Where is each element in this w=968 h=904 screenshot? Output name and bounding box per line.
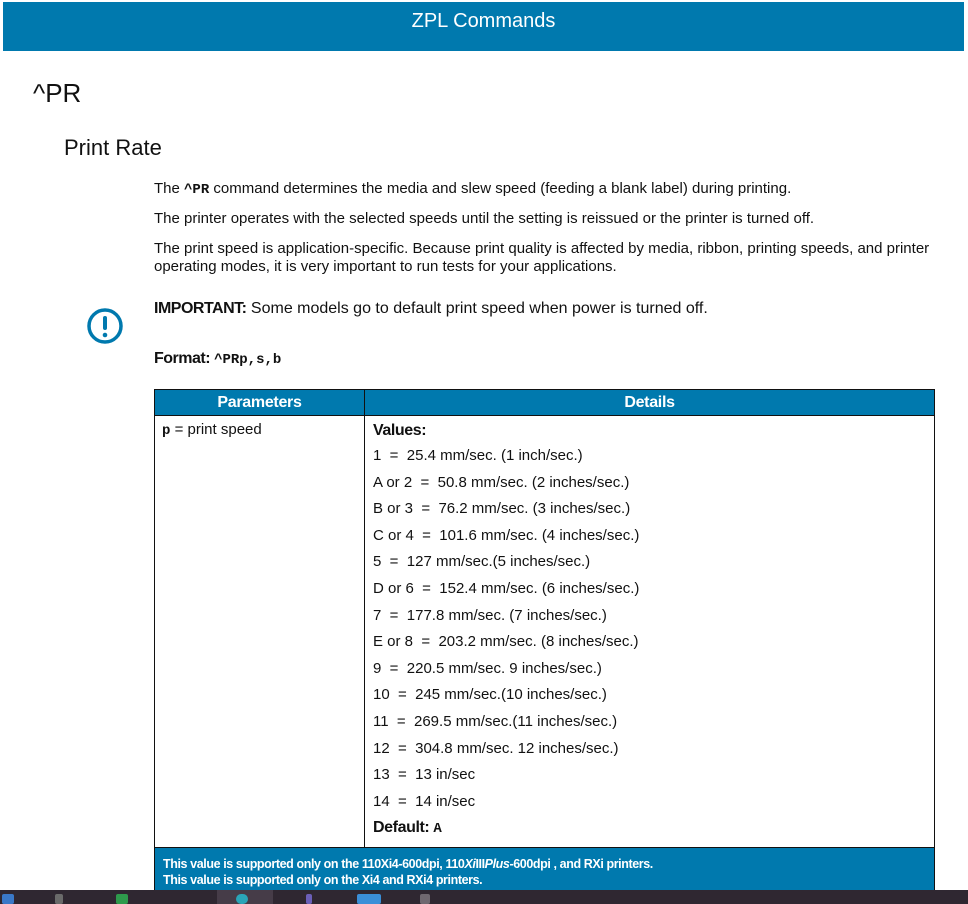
taskbar-app-icon[interactable] (357, 894, 381, 904)
value-item: 14 = 14 in/sec (373, 792, 476, 810)
value-item: 7 = 177.8 mm/sec. (7 inches/sec.) (373, 606, 607, 624)
text: -600dpi , and RXi printers. (509, 857, 653, 871)
value-item: 9 = 220.5 mm/sec. 9 inches/sec.) (373, 659, 602, 677)
format-line (154, 350, 281, 368)
description-paragraph-3: The print speed is application-specific. Because print quality is affected by media, ribbon, printing speeds, and printer operating modes, it is very important to run tests for your applications. (154, 240, 930, 275)
text: This value is supported only on the 110Xi4-600dpi, 110 (163, 857, 465, 871)
taskbar-app-icon[interactable] (2, 894, 14, 904)
description-paragraph-2: The printer operates with the selected speeds until the setting is reissued or the printer is turned off. (154, 210, 815, 227)
text: The (154, 180, 185, 197)
parameters-table (154, 389, 935, 894)
command-name: ^PR (33, 78, 82, 108)
param-separator: = (170, 421, 188, 438)
text: command determines the media and slew speed (feeding a blank label) during printing. (209, 180, 792, 197)
value-item: D or 6 = 152.4 mm/sec. (6 inches/sec.) (373, 579, 640, 597)
important-note (154, 300, 708, 318)
taskbar-app-icon[interactable] (306, 894, 312, 904)
taskbar (0, 890, 968, 904)
table-header-row (155, 390, 934, 416)
value-item: 12 = 304.8 mm/sec. 12 inches/sec.) (373, 739, 619, 757)
taskbar-app-icon[interactable] (55, 894, 63, 904)
header-title: ZPL Commands (411, 10, 556, 32)
value-item: 13 = 13 in/sec (373, 766, 476, 784)
value-item: B or 3 = 76.2 mm/sec. (3 inches/sec.) (373, 500, 631, 518)
column-header-parameters: Parameters (155, 390, 365, 415)
default-label: Default: (373, 819, 430, 837)
footnote-1 (163, 856, 934, 872)
default-value (373, 819, 923, 838)
exclamation-circle-icon (86, 307, 124, 345)
value-item: 10 = 245 mm/sec.(10 inches/sec.) (373, 686, 607, 704)
section-title: Print Rate (64, 135, 162, 160)
page-header (3, 2, 964, 51)
value-item: C or 4 = 101.6 mm/sec. (4 inches/sec.) (373, 526, 640, 544)
description-paragraph-1 (154, 180, 944, 199)
default-code: A (433, 821, 442, 838)
taskbar-app-icon[interactable] (116, 894, 128, 904)
text: Plus (484, 857, 510, 871)
important-label: IMPORTANT: (154, 300, 247, 317)
taskbar-app-icon[interactable] (420, 894, 430, 904)
inline-code: ^PR (184, 182, 210, 198)
footnote-2: This value is supported only on the Xi4 and RXi4 printers. (163, 873, 483, 887)
value-item: E or 8 = 203.2 mm/sec. (8 inches/sec.) (373, 633, 639, 651)
details-cell (373, 422, 923, 838)
param-cell (162, 421, 262, 439)
text: Xi (464, 857, 476, 871)
value-item: 1 = 25.4 mm/sec. (1 inch/sec.) (373, 447, 583, 464)
taskbar-browser-icon[interactable] (236, 894, 248, 904)
value-item: 5 = 127 mm/sec.(5 inches/sec.) (373, 553, 591, 571)
value-item: A or 2 = 50.8 mm/sec. (2 inches/sec.) (373, 473, 630, 491)
important-text: Some models go to default print speed when power is turned off. (246, 300, 708, 317)
param-code: p (162, 423, 171, 439)
column-divider (364, 416, 365, 847)
value-item: 11 = 269.5 mm/sec.(11 inches/sec.) (373, 712, 618, 730)
footnote-bar (155, 847, 934, 895)
param-description: print speed (187, 421, 262, 438)
format-label: Format: (154, 350, 211, 367)
format-code: ^PRp,s,b (214, 352, 282, 368)
values-label: Values: (373, 422, 427, 439)
column-header-details: Details (624, 394, 675, 411)
text: III (475, 857, 485, 871)
